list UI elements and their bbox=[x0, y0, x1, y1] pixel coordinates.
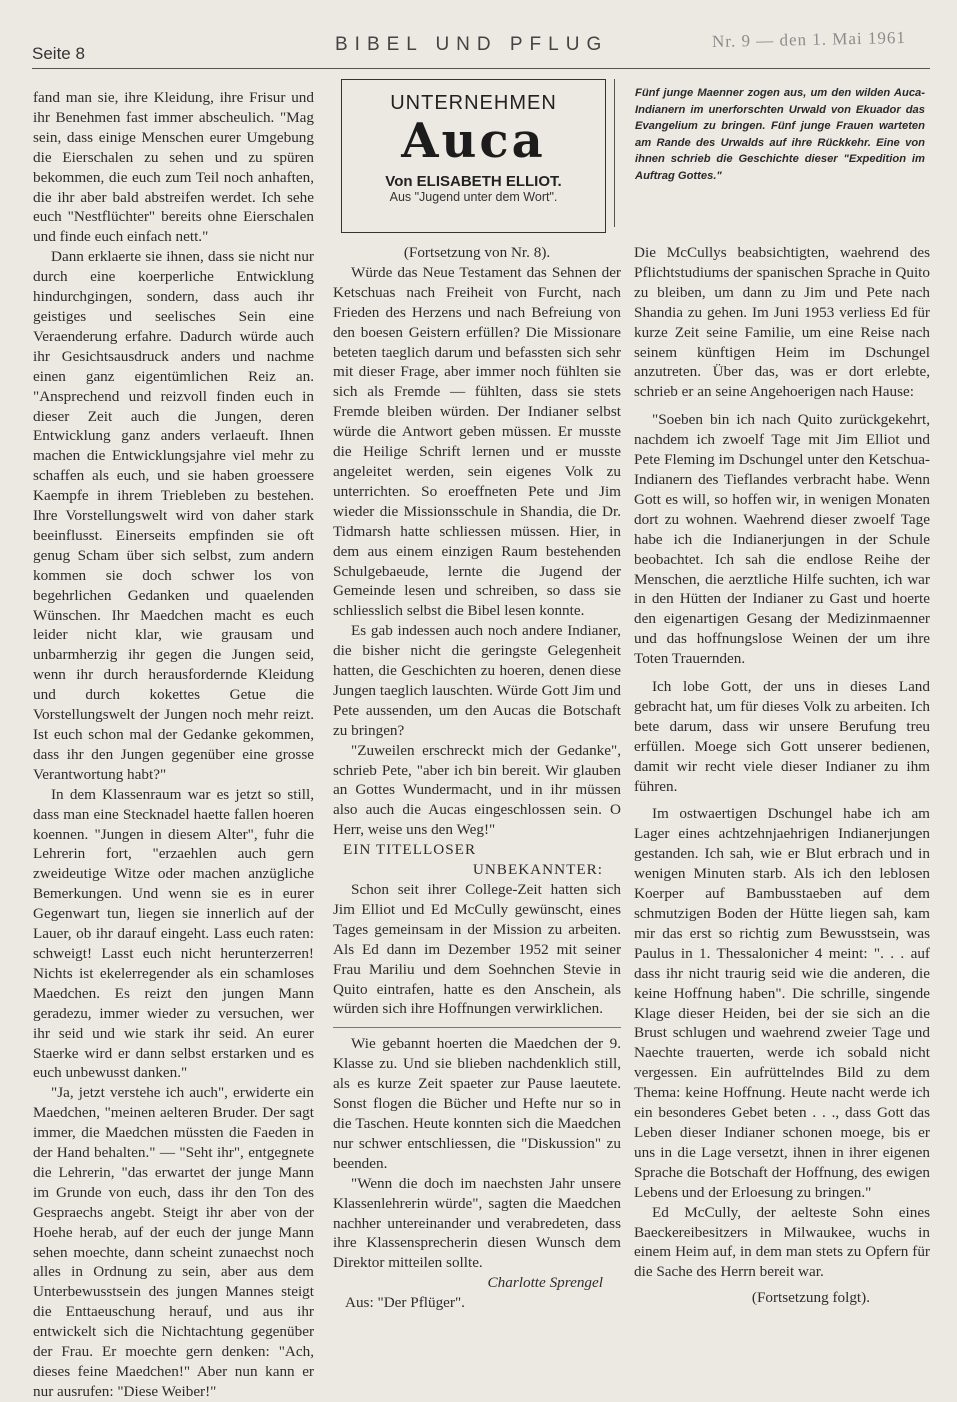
intro-text: Fünf junge Maenner zogen aus, um den wilden Auca-Indianern im unerforschten Urwald von Ekuador das Evangelium zu bringen. Fünf junge Frauen warteten am Rande des Urwalds auf ihre Rückkehr. Eine von ihnen schrieb die Geschichte dieser "Expedition im Auftrag Gottes." bbox=[635, 87, 925, 182]
magazine-title: BIBEL UND PFLUG bbox=[335, 34, 609, 55]
paragraph: "Zuweilen erschreckt mich der Gedanke", schrieb Pete, "aber ich bin bereit. Wir glauben an Gottes Wundermacht, und in ihr müssen also auch die Aucas eingeschlossen sein. O Herr, weise uns den Weg!" bbox=[333, 741, 621, 839]
paragraph: Im ostwaertigen Dschungel habe ich am Lager eines achtzehnjaehrigen Indianerjungen gestanden. Ich sah, wie er Blut erbrach und in wenigen Minuten starb. Als ich den leblosen Koerper auf Bambusstaeben auf dem schmutzigen Boden der Hütte liegen sah, kam mir das erst so richtig zum Bewusstsein, was Paulus in 1. Thessalonicher 4 meint: ". . . auf dass ihr nicht traurig seid wie die anderen, die keine Hoffnung haben". Die schrille, singende Klage dieser Heiden, bei der sie sich an die Brust schlugen und waehrend zweier Tage und Naechte trauerten, werde ich sobald nicht vergessen. Ein aufrüttelndes Bild zu dem Thema: keine Hoffnung. Heute nacht werde ich ein besonderes Gebet beten . . ., dass Gott das Leben dieser Indianer schonen moege, bis er uns in die Lage versetzt, ihnen in ihrer eigenen Sprache die Botschaft der Hoffnung, des ewigen Lebens und der Erloesung zu bringen." bbox=[634, 805, 930, 1201]
paragraph: Dann erklaerte sie ihnen, dass sie nicht nur durch eine koerperliche Entwicklung hindurchgingen, sondern, dass auch ihr geistiges und seelisches Sein eine Veraenderung erfahre. Dadurch würde auch ihr Gesichtsausdruck anders und nachme einen ganz eigentümlichen Reiz an. "Ansprechend und reizvoll finden euch in dieser Zeit auch die Jungen, deren Entwicklung ganz anders verlaeuft. Ihnen machen die Entwicklungsjahre viel mehr zu schaffen als euch, und sie haben groessere Kaempfe in ihrem Triebleben zu bestehen. Ihre Vorstellungswelt wird von daher stark beeinflusst. Einerseits empfinden sie oft genug Scham über sich selbst, zum andern kommen sie doch schwer los von begehrlichen Gedanken und quaelenden Wünschen. Ihr Maedchen macht es euch leider nicht klar, wie grausam und unbarmherzig ihr gegen die Jungen seid, wenn ihr durch herausfordernde Kleidung und durch kokettes Getue die Vorstellungswelt der Jungen noch mehr reizt. Ist euch schon mal der Gedanke gekommen, dass ihr den Jungen gegenüber eine grosse Verantwortung habt?" bbox=[33, 248, 314, 783]
article-title-box bbox=[341, 79, 606, 233]
paragraph: fand man sie, ihre Kleidung, ihre Frisur und ihr Benehmen fast immer abscheulich. "Mag sein, dass einige Menschen eurer Umgebung die Eierschalen zu sehen und zu spüren bekommen, die euch zum Teil noch anhaften, die ihr aber bald abstreifen werdet. Ich sehe euch "Nestflüchter" bereits ohne Eierschalen und finde euch einfach nett." bbox=[33, 89, 314, 246]
signature: Charlotte Sprengel bbox=[487, 1274, 603, 1292]
subheading-line-1: EIN TITELLOSER bbox=[343, 841, 477, 859]
header-rule bbox=[32, 68, 930, 69]
source-credit: Aus: "Der Pflüger". bbox=[345, 1294, 465, 1312]
paragraph: Es gab indessen auch noch andere Indianer, die bisher nicht die geringste Gelegenheit hatten, die Geschichten zu hoeren, denen diese Jungen taeglich lauschten. Würde Gott Jim und Pete aussenden, um den Aucas die Botschaft zu bringen? bbox=[333, 622, 621, 739]
paragraph: Wie gebannt hoerten die Maedchen der 9. Klasse zu. Und sie blieben nachdenklich still, als es kurze Zeit spaeter zur Pause laeutete. Sonst flogen die Bücher und Hefte nur so in die Taschen. Heute konnten sich die Maedchen nur schwer entschliessen, die "Diskussion" zu beenden. bbox=[333, 1035, 621, 1172]
source-line: Aus "Jugend unter dem Wort". bbox=[389, 190, 558, 204]
column-right bbox=[634, 243, 930, 1308]
intro-box bbox=[614, 79, 929, 227]
author-line: Von ELISABETH ELLIOT. bbox=[385, 173, 562, 190]
section-divider bbox=[333, 1027, 621, 1028]
paragraph: Würde das Neue Testament das Sehnen der Ketschuas nach Freiheit von Furcht, nach Frieden des Herzens und nach Befreiung von den boesen Geistern erfüllen? Die Missionare beteten taeglich darum und befassten sich sehr mit dieser Frage, aber immer noch fühlten sie sich als Fremde — fühlten, dass sie stets Fremde bleiben würden. Der Indianer selbst würde die Antwort geben müssen. Er musste die Heilige Schrift lernen und er musste angeleitet werden, sein eigenes Volk zu unterrichten. So eroeffneten Pete und Jim wieder die Missionsschule in Shandia, die Dr. Tidmarsh hatte schliessen müssen. Hier, in dem aus einem einzigen Raum bestehenden Schulgebaeude, lernte die Jugend der Gemeinde lesen und schreiben, so dass sie schliesslich selbst die Bibel lesen konnte. bbox=[333, 263, 621, 620]
column-middle bbox=[333, 243, 621, 1313]
issue-date: Nr. 9 — den 1. Mai 1961 bbox=[711, 27, 907, 52]
paragraph: "Wenn die doch im naechsten Jahr unsere Klassenlehrerin würde", sagten die Maedchen nachher untereinander und verabredeten, dass ihre Klassensprecherin diesen Wunsch dem Direktor mitteilen sollte. bbox=[333, 1174, 621, 1272]
subheading-line-2: UNBEKANNTER: bbox=[472, 861, 603, 879]
continuation-note: (Fortsetzung von Nr. 8). bbox=[403, 244, 551, 261]
paragraph: "Soeben bin ich nach Quito zurückgekehrt, nachdem ich zwoelf Tage mit Jim Elliot und Pete Fleming im Dschungel unter den Ketschua-Indianern des Tieflandes verbracht habe. Wenn Gott es will, so hoffen wir, in wenigen Monaten dort zu wohnen. Waehrend dieser zwoelf Tage habe ich die Indianerjungen in der Schule beobachtet. Ich sah die endlose Reihe der Menschen, die aerztliche Hilfe suchten, ich war in den Hütten der Indianer zu Gast und hoerte den eigenartigen Gesang der Medizinmaenner und das hoffnungslose Weinen der um ihre Toten Trauernden. bbox=[634, 411, 930, 668]
paragraph: Schon seit ihrer College-Zeit hatten sich Jim Elliot und Ed McCully gewünscht, eines Tages gemeinsam in der Mission zu arbeiten. Als Ed dann im Dezember 1952 mit seiner Frau Mariliu und dem Soehnchen Stevie in Quito eintrafen, hatte es den Anschein, als würden sich ihre Hoffnungen verwirklichen. bbox=[333, 881, 621, 1018]
paragraph: Ed McCully, der aelteste Sohn eines Baeckereibesitzers in Milwaukee, wuchs in einem Heim auf, in dem man stets zu Opfern für die Sache des Herrn bereit war. bbox=[634, 1203, 930, 1281]
continuation-footer: (Fortsetzung folgt). bbox=[751, 1289, 870, 1307]
page-number: Seite 8 bbox=[32, 44, 85, 63]
paragraph: In dem Klassenraum war es jetzt so still, dass man eine Stecknadel haette fallen hoeren koennen. "Jungen in diesem Alter", fuhr die Lehrerin fort, "erzaehlen auch gern zweideutige Witze oder machen anzügliche Bemerkungen. Und wenn sie es in eurer Gegenwart tun, liegen sie innerlich auf der Lauer, ob ihr darauf eingeht. Lass euch raten: schweigt! Lasst euch nicht herunterzerren! Nichts ist ekelerregender als ein schamloses Maedchen. Es reizt den jungen Mann geradezu, immer wieder zu versuchen, wer ihr seid und wie stark ihr seid. An eurer Staerke wird er dann selbst erstarken und es euch unbewusst danken." bbox=[33, 785, 314, 1082]
paragraph: "Ja, jetzt verstehe ich auch", erwiderte ein Maedchen, "meinen aelteren Bruder. Der sagt immer, die Maedchen müssten die Faeden in der Hand behalten." — "Seht ihr", entgegnete die Lehrerin, "das erwartet der junge Mann im Grunde von euch, dass ihr den Ton des Gespraechs angebt. Steigt ihr aber von der Hoehe herab, auf der euch der junge Mann sehen moechte, dann scheint zunaechst noch alles in Ordnung zu sein, aber aus dem Unterbewusstsein des jungen Mannes steigt die Enttaeuschung herauf, und aus ihr entwickelt sich die Nichtachtung gegenüber der Frau. Er moechte gern denken: "Ach, dieses feine Maedchen!" Aber nun kann er nur ausrufen: "Diese Weiber!" bbox=[33, 1084, 314, 1400]
column-left bbox=[33, 88, 314, 1402]
title-line-1: UNTERNEHMEN bbox=[390, 92, 557, 114]
paragraph: Ich lobe Gott, der uns in dieses Land gebracht hat, um für dieses Volk zu arbeiten. Ich bete darum, dass wir unsere Berufung treu erfüllen. Moege sich Gott unserer bedienen, damit wir recht viele dieser Indianer zu ihm führen. bbox=[634, 678, 930, 795]
title-line-2: Auca bbox=[401, 113, 546, 169]
paragraph: Die McCullys beabsichtigten, waehrend des Pflichtstudiums der spanischen Sprache in Quito zu bleiben, um dann zu Jim und Pete nach Shandia zu gehen. Im Juni 1953 verliess Ed für kurze Zeit seine Familie, um eine Reise nach seinem künftigen Heim im Dschungel anzutreten. Über das, was er dort erlebte, schrieb er an seine Angehoerigen nach Hause: bbox=[634, 244, 930, 401]
